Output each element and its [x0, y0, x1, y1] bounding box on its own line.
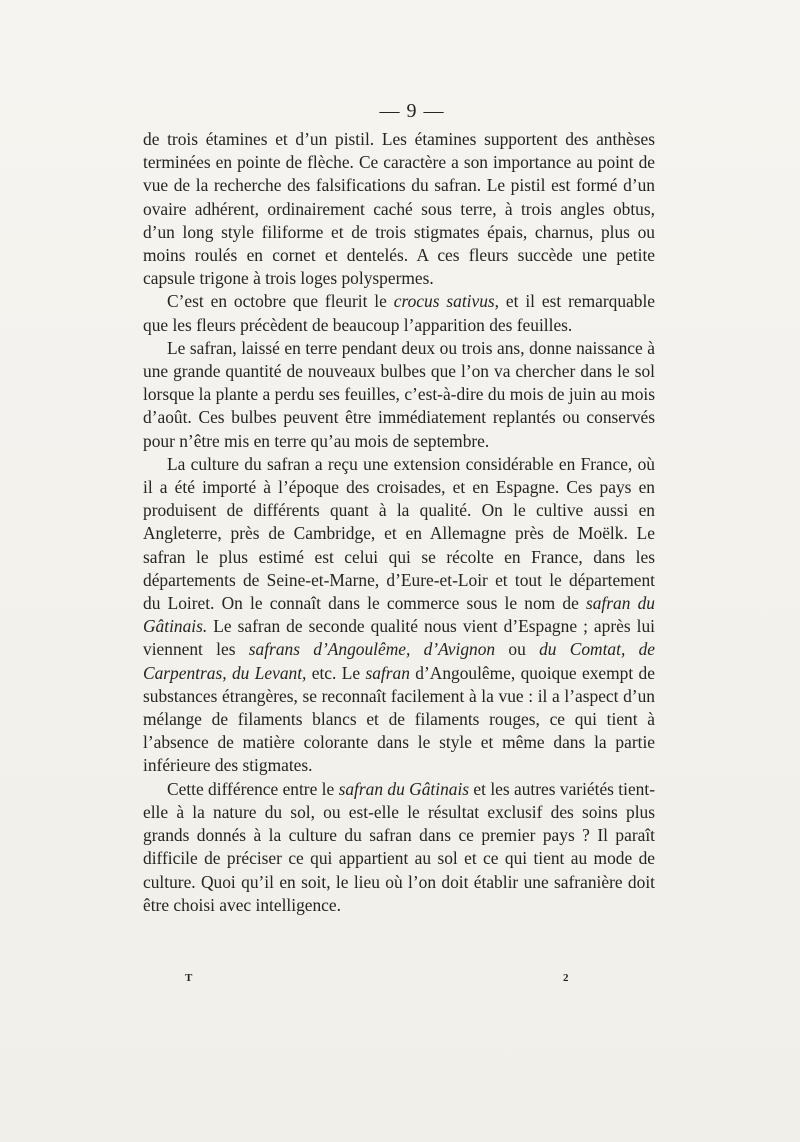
italic-run: safran	[365, 662, 410, 683]
paragraph	[143, 128, 655, 290]
text-run: et les autres variétés tient-elle à la nature du sol, ou est-elle le résultat exclusif des soins plus grands donnés à la culture du safran dans ce premier pays ? Il paraît difficile de préciser ce qui appartient au sol et ce qui tient au mode de culture. Quoi qu’il en soit, le lieu où l’on doit établir une safranière doit être choisi avec intelligence.	[143, 778, 656, 915]
body-text	[143, 128, 655, 917]
text-run: La culture du safran a reçu une extension considérable en France, où il a été importé à l’époque des croisades, et en Espagne. Ces pays en produisent de différents quant à la qualité. On le cultive aussi en Angleterre, près de Cambridge, et en Allemagne près de Moëlk. Le safran le plus estimé est celui qui se récolte en France, dans les départements de Seine-et-Marne, d’Eure-et-Loir et tout le département du Loiret. On le connaît dans le commerce sous le nom de	[143, 453, 655, 614]
text-run: ou	[495, 639, 540, 660]
paragraph	[143, 290, 655, 336]
signature-mark-left: T	[185, 972, 193, 984]
signature-mark-right: 2	[563, 972, 569, 984]
paragraph	[143, 337, 655, 453]
italic-run: crocus sativus	[393, 291, 495, 312]
text-run: Le safran, laissé en terre pendant deux ou trois ans, donne naissance à une grande quantité de nouveaux bulbes que l’on va chercher dans le sol lorsque la plante a perdu ses feuilles, c’est-à-dire du mois de juin au mois d’août. Ces bulbes peuvent être immédiatement replantés ou conservés pour n’être mis en terre qu’au mois de septembre.	[143, 337, 655, 451]
italic-run: safran du Gâtinais	[338, 778, 470, 799]
italic-run: safrans d’Angoulême, d’Avignon	[248, 639, 496, 660]
text-run: Cette différence entre le	[167, 778, 339, 799]
text-run: etc. Le	[306, 662, 366, 683]
text-run: C’est en octobre que fleurit le	[167, 291, 394, 312]
text-run: , et il est remarquable que les fleurs précèdent de beaucoup l’apparition des feuilles.	[143, 291, 655, 335]
page-number: — 9 —	[379, 100, 445, 122]
text-run: d’Angoulême, quoique exempt de substances étrangères, se reconnaît facilement à la vue : il a l’aspect d’un mélange de filaments blancs et de filaments rouges, ce qui tient à l’absence de matière colorante dans le style et même dans la partie inférieure des stigmates.	[143, 662, 655, 776]
paragraph	[143, 778, 655, 917]
text-run: Le safran de seconde qualité nous vient d’Espagne ; après lui viennent les	[143, 616, 655, 660]
italic-run: safran du Gâtinais.	[143, 593, 655, 637]
paragraph	[143, 453, 655, 778]
text-run: de trois étamines et d’un pistil. Les étamines supportent des anthèses terminées en pointe de flèche. Ce caractère a son importance au point de vue de la recherche des falsifications du safran. Le pistil est formé d’un ovaire adhérent, ordinairement caché sous terre, à trois angles obtus, d’un long style filiforme et de trois stigmates épais, charnus, plus ou moins roulés en cornet et dentelés. A ces fleurs succède une petite capsule trigone à trois loges polyspermes.	[143, 129, 655, 289]
italic-run: du Comtat, de Carpentras, du Levant,	[143, 639, 655, 683]
